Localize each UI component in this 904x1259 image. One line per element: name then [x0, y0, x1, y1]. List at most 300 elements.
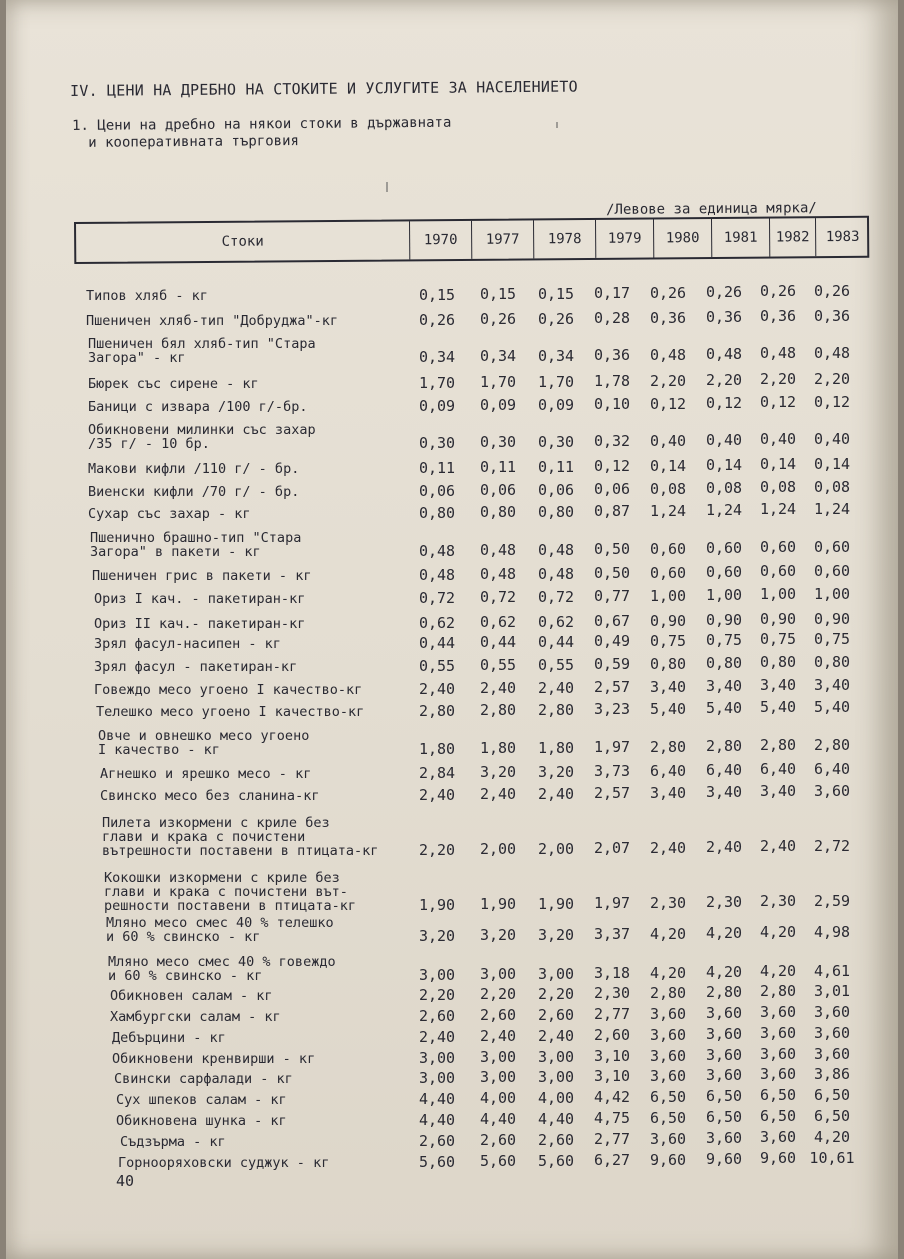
row-label: и 60 % свинско - кг	[108, 968, 263, 984]
price-cell: 0,36	[759, 307, 797, 326]
price-cell: 0,55	[537, 655, 575, 674]
row-label: Мляно месо смес 40 % телешко	[106, 915, 334, 931]
header-year: 1982	[769, 218, 815, 256]
price-cell: 4,00	[537, 1088, 575, 1107]
price-cell: 9,60	[705, 1150, 743, 1168]
price-cell: 0,60	[813, 537, 851, 556]
price-cell: 3,60	[705, 1025, 743, 1043]
price-cell: 1,78	[593, 372, 631, 391]
price-cell: 3,60	[705, 1129, 743, 1147]
price-cell: 0,44	[418, 634, 456, 652]
price-cell: 3,20	[418, 927, 456, 945]
price-cell: 5,60	[479, 1152, 517, 1171]
row-label: Свинско месо без сланина-кг	[100, 788, 320, 804]
price-cell: 2,20	[813, 369, 851, 388]
price-cell: 0,09	[418, 397, 456, 415]
price-cell: 0,75	[813, 629, 851, 648]
price-cell: 0,36	[705, 308, 743, 326]
price-cell: 3,60	[813, 1002, 851, 1021]
price-cell: 3,20	[479, 926, 517, 945]
price-cell: 0,80	[418, 504, 456, 522]
price-cell: 3,40	[649, 783, 687, 802]
price-cell: 3,60	[813, 1044, 851, 1063]
price-cell: 1,70	[479, 373, 517, 392]
price-cell: 2,60	[593, 1026, 631, 1045]
price-cell: 1,00	[649, 586, 687, 605]
row-label: Дебърцини - кг	[112, 1030, 226, 1046]
price-cell: 0,60	[705, 539, 743, 557]
price-cell: 1,70	[418, 374, 456, 392]
price-cell: 4,00	[479, 1089, 517, 1108]
price-cell: 10,61	[809, 1148, 855, 1167]
price-cell: 0,06	[479, 481, 517, 500]
price-cell: 9,60	[649, 1150, 687, 1169]
row-label: I качество - кг	[98, 742, 220, 758]
price-cell: 0,55	[479, 656, 517, 675]
row-label: Обикновена шунка - кг	[116, 1113, 287, 1129]
price-cell: 2,60	[479, 1131, 517, 1150]
row-label: Свински сарфалади - кг	[114, 1071, 293, 1087]
row-label: Кокошки изкормени с криле без	[104, 870, 340, 886]
price-cell: 1,24	[649, 501, 687, 520]
price-cell: 1,90	[537, 894, 575, 913]
price-cell: 2,07	[593, 839, 631, 858]
price-cell: 6,50	[705, 1087, 743, 1105]
header-year: 1983	[815, 218, 869, 256]
price-cell: 0,08	[705, 479, 743, 497]
price-cell: 0,36	[813, 306, 851, 325]
price-cell: 0,36	[649, 308, 687, 327]
row-label: Телешко месо угоено I качество-кг	[96, 704, 365, 720]
price-cell: 0,09	[537, 395, 575, 414]
price-cell: 3,40	[813, 675, 851, 694]
price-cell: 4,20	[649, 963, 687, 982]
price-cell: 2,40	[759, 837, 797, 856]
price-cell: 6,40	[759, 760, 797, 779]
price-cell: 3,40	[705, 677, 743, 695]
price-cell: 2,30	[705, 893, 743, 911]
price-cell: 2,60	[479, 1006, 517, 1025]
price-cell: 0,17	[593, 284, 631, 303]
price-cell: 0,48	[418, 566, 456, 584]
price-cell: 2,80	[705, 983, 743, 1001]
price-cell: 6,50	[813, 1106, 851, 1125]
price-cell: 2,80	[759, 982, 797, 1001]
row-label: Бюрек със сирене - кг	[88, 376, 259, 392]
header-label-goods: Стоки	[221, 233, 264, 250]
price-cell: 0,14	[813, 454, 851, 473]
price-cell: 6,50	[813, 1085, 851, 1104]
row-label: вътрешности поставени в птицата-кг	[102, 843, 379, 859]
price-cell: 0,06	[593, 480, 631, 499]
price-cell: 3,23	[593, 700, 631, 719]
price-cell: 0,08	[649, 479, 687, 498]
price-cell: 2,20	[537, 984, 575, 1003]
row-label: Горнооряховски суджук - кг	[118, 1155, 330, 1171]
price-cell: 3,60	[705, 1066, 743, 1084]
row-label: и 60 % свинско - кг	[106, 929, 261, 945]
row-label: Пилета изкормени с криле без	[102, 815, 330, 831]
header-year: 1977	[471, 220, 533, 258]
row-label: Обикновени кренвирши - кг	[112, 1051, 316, 1067]
price-cell: 6,40	[705, 761, 743, 779]
price-cell: 2,57	[593, 678, 631, 697]
price-cell: 2,20	[418, 841, 456, 859]
price-cell: 0,12	[649, 394, 687, 413]
price-cell: 0,40	[705, 431, 743, 449]
price-cell: 3,40	[705, 783, 743, 801]
row-label: Типов хляб - кг	[86, 288, 208, 304]
price-cell: 0,48	[479, 541, 517, 560]
price-cell: 3,00	[418, 1049, 456, 1067]
price-cell: 0,72	[479, 588, 517, 607]
price-cell: 0,80	[759, 653, 797, 672]
price-cell: 3,20	[537, 762, 575, 781]
price-cell: 0,40	[813, 429, 851, 448]
row-label: Пшеничен хляб-тип "Добруджа"-кг	[86, 313, 338, 329]
price-cell: 2,40	[418, 1028, 456, 1046]
price-cell: 3,60	[759, 1065, 797, 1084]
price-cell: 3,00	[479, 1048, 517, 1067]
price-cell: 3,40	[759, 782, 797, 801]
price-cell: 0,80	[537, 502, 575, 521]
price-cell: 2,40	[479, 1027, 517, 1046]
price-cell: 0,14	[705, 456, 743, 474]
price-cell: 4,20	[705, 963, 743, 981]
price-cell: 3,00	[479, 1068, 517, 1087]
row-label: Обикновени милинки със захар	[88, 422, 316, 438]
price-cell: 2,40	[418, 680, 456, 698]
price-cell: 0,10	[593, 395, 631, 414]
price-cell: 5,40	[813, 697, 851, 716]
price-cell: 3,40	[649, 677, 687, 696]
row-label: Мляно месо смес 40 % говеждо	[108, 954, 336, 970]
price-cell: 0,62	[537, 612, 575, 631]
price-cell: 3,18	[593, 964, 631, 983]
price-cell: 2,40	[479, 679, 517, 698]
price-cell: 2,40	[649, 838, 687, 857]
price-cell: 3,40	[759, 676, 797, 695]
price-cell: 0,44	[479, 633, 517, 652]
price-cell: 5,40	[649, 699, 687, 718]
price-cell: 0,90	[813, 609, 851, 628]
price-cell: 3,37	[593, 925, 631, 944]
row-label: решности поставени в птицата-кг	[104, 898, 356, 914]
row-label: Говеждо месо угоено I качество-кг	[94, 682, 363, 698]
price-cell: 4,42	[593, 1088, 631, 1107]
price-cell: 3,10	[593, 1047, 631, 1066]
price-cell: 1,97	[593, 894, 631, 913]
price-cell: 0,60	[813, 561, 851, 580]
price-cell: 4,20	[813, 1127, 851, 1146]
price-cell: 4,40	[418, 1111, 456, 1129]
price-cell: 2,80	[537, 700, 575, 719]
row-label: Пшенично брашно-тип "Стара	[90, 530, 302, 546]
price-cell: 2,60	[418, 1132, 456, 1150]
price-cell: 0,49	[593, 632, 631, 651]
price-cell: 3,60	[759, 1024, 797, 1043]
price-cell: 0,48	[813, 343, 851, 362]
price-cell: 4,75	[593, 1109, 631, 1128]
price-cell: 1,90	[418, 896, 456, 914]
header-year: 1979	[595, 219, 653, 257]
price-cell: 3,60	[649, 1066, 687, 1085]
row-label: Обикновен салам - кг	[110, 988, 273, 1004]
price-cell: 2,72	[813, 836, 851, 855]
price-cell: 2,00	[479, 840, 517, 859]
price-cell: 2,20	[649, 371, 687, 390]
price-cell: 0,34	[479, 347, 517, 366]
price-cell: 2,80	[649, 983, 687, 1002]
price-cell: 0,60	[705, 563, 743, 581]
price-cell: 3,20	[479, 763, 517, 782]
price-cell: 0,90	[705, 611, 743, 629]
price-cell: 2,80	[813, 735, 851, 754]
price-cell: 3,60	[813, 1023, 851, 1042]
price-cell: 3,60	[649, 1046, 687, 1065]
price-cell: 0,48	[537, 564, 575, 583]
row-label: Зрял фасул - пакетиран-кг	[94, 659, 298, 675]
price-cell: 6,27	[593, 1151, 631, 1170]
price-cell: 4,40	[479, 1110, 517, 1129]
price-cell: 3,20	[537, 925, 575, 944]
price-cell: 0,34	[418, 348, 456, 366]
price-cell: 0,06	[418, 482, 456, 500]
price-cell: 1,24	[705, 501, 743, 519]
price-cell: 0,80	[649, 654, 687, 673]
row-label: Сухар със захар - кг	[88, 506, 251, 522]
price-cell: 1,00	[813, 584, 851, 603]
price-cell: 0,15	[418, 286, 456, 304]
price-cell: 1,70	[537, 372, 575, 391]
price-cell: 0,72	[418, 589, 456, 607]
price-cell: 0,60	[649, 563, 687, 582]
price-cell: 0,48	[418, 542, 456, 560]
price-cell: 3,60	[649, 1025, 687, 1044]
row-label: Загора" - кг	[88, 350, 186, 366]
price-cell: 3,60	[705, 1046, 743, 1064]
price-cell: 1,97	[593, 738, 631, 757]
price-cell: 3,00	[479, 965, 517, 984]
price-cell: 0,40	[649, 431, 687, 450]
price-cell: 0,75	[705, 631, 743, 649]
price-cell: 2,84	[418, 764, 456, 782]
row-label: Пшеничен бял хляб-тип "Стара	[88, 336, 316, 352]
price-cell: 0,28	[593, 309, 631, 328]
price-cell: 0,11	[479, 458, 517, 477]
price-cell: 0,12	[759, 393, 797, 412]
price-cell: 5,60	[537, 1151, 575, 1170]
price-cell: 0,60	[649, 539, 687, 558]
price-cell: 6,40	[813, 759, 851, 778]
price-cell: 2,77	[593, 1130, 631, 1149]
price-cell: 3,00	[537, 1047, 575, 1066]
price-cell: 0,90	[649, 611, 687, 630]
row-label: Ориз II кач.- пакетиран-кг	[94, 616, 306, 632]
price-cell: 2,77	[593, 1005, 631, 1024]
price-cell: 0,48	[705, 345, 743, 363]
price-cell: 1,00	[705, 586, 743, 604]
price-cell: 0,09	[479, 396, 517, 415]
price-cell: 0,80	[813, 652, 851, 671]
header-year: 1981	[711, 219, 769, 257]
price-cell: 2,20	[418, 986, 456, 1004]
header-year: 1980	[653, 219, 711, 257]
price-cell: 0,87	[593, 502, 631, 521]
price-cell: 0,12	[593, 457, 631, 476]
price-cell: 0,26	[649, 283, 687, 302]
price-cell: 0,75	[759, 630, 797, 649]
price-cell: 3,00	[537, 964, 575, 983]
price-cell: 0,80	[479, 503, 517, 522]
price-cell: 0,14	[759, 455, 797, 474]
price-cell: 2,20	[759, 370, 797, 389]
price-cell: 0,80	[705, 654, 743, 672]
price-cell: 4,40	[418, 1090, 456, 1108]
price-cell: 1,80	[479, 739, 517, 758]
price-cell: 2,40	[479, 785, 517, 804]
row-label: Овче и овнешко месо угоено	[98, 728, 310, 744]
price-cell: 3,10	[593, 1067, 631, 1086]
price-cell: 0,67	[593, 612, 631, 631]
price-cell: 1,80	[537, 738, 575, 757]
price-cell: 2,40	[537, 784, 575, 803]
price-cell: 2,20	[705, 371, 743, 389]
price-cell: 1,80	[418, 740, 456, 758]
unit-note: /Левове за единица мярка/	[606, 200, 817, 218]
price-cell: 5,40	[759, 698, 797, 717]
price-cell: 4,20	[759, 962, 797, 981]
row-label: Загора" в пакети - кг	[90, 544, 261, 560]
price-cell: 3,60	[759, 1045, 797, 1064]
price-cell: 0,48	[479, 565, 517, 584]
row-label: глави и крака с почистени вът-	[104, 884, 348, 900]
price-cell: 2,80	[479, 701, 517, 720]
price-cell: 3,60	[649, 1004, 687, 1023]
price-cell: 0,12	[813, 392, 851, 411]
price-cell: 0,62	[418, 614, 456, 632]
price-cell: 0,60	[759, 562, 797, 581]
page-number: 40	[116, 1172, 135, 1190]
price-cell: 3,73	[593, 762, 631, 781]
price-cell: 1,24	[813, 499, 851, 518]
price-cell: 0,14	[649, 456, 687, 475]
price-cell: 4,20	[649, 924, 687, 943]
price-cell: 3,00	[418, 1069, 456, 1087]
price-cell: 6,50	[705, 1108, 743, 1126]
price-cell: 0,55	[418, 657, 456, 675]
price-cell: 0,15	[537, 284, 575, 303]
row-label: Хамбургски салам - кг	[110, 1009, 281, 1025]
price-cell: 4,20	[759, 923, 797, 942]
row-label: Зрял фасул-насипен - кг	[94, 636, 281, 652]
price-cell: 2,60	[537, 1130, 575, 1149]
price-cell: 0,50	[593, 540, 631, 559]
price-cell: 0,30	[537, 432, 575, 451]
price-cell: 3,60	[813, 781, 851, 800]
price-cell: 5,40	[705, 699, 743, 717]
price-cell: 3,00	[537, 1067, 575, 1086]
price-cell: 3,60	[649, 1129, 687, 1148]
header-year: 1978	[533, 220, 595, 258]
price-cell: 3,00	[418, 966, 456, 984]
price-cell: 0,77	[593, 587, 631, 606]
price-cell: 0,30	[418, 434, 456, 452]
price-cell: 0,48	[537, 540, 575, 559]
price-cell: 6,50	[759, 1107, 797, 1126]
price-cell: 2,59	[813, 891, 851, 910]
price-cell: 0,32	[593, 432, 631, 451]
price-cell: 0,12	[705, 394, 743, 412]
price-cell: 3,01	[813, 981, 851, 1000]
price-table-body	[6, 0, 898, 1259]
row-label: Ориз I кач. - пакетиран-кг	[94, 591, 306, 607]
subtitle-line-1: 1. Цени на дребно на някои стоки в държавната	[72, 114, 452, 134]
price-cell: 0,44	[537, 632, 575, 651]
header-year: 1970	[409, 221, 471, 259]
price-cell: 1,24	[759, 500, 797, 519]
price-cell: 1,00	[759, 585, 797, 604]
row-label: Виенски кифли /70 г/ - бр.	[88, 484, 300, 500]
price-cell: 2,80	[418, 702, 456, 720]
row-label: глави и крака с почистени	[102, 829, 306, 845]
row-label: Баници с извара /100 г/-бр.	[88, 399, 308, 415]
price-cell: 0,26	[705, 283, 743, 301]
price-cell: 2,80	[759, 736, 797, 755]
price-cell: 2,80	[705, 737, 743, 755]
row-label: Съдзърма - кг	[120, 1134, 226, 1150]
row-label: Агнешко и ярешко месо - кг	[100, 766, 312, 782]
row-label: Макови кифли /110 г/ - бр.	[88, 461, 300, 477]
price-cell: 2,40	[705, 838, 743, 856]
price-cell: 0,48	[759, 344, 797, 363]
document-page	[6, 0, 898, 1259]
price-cell: 0,26	[537, 309, 575, 328]
price-cell: 0,59	[593, 655, 631, 674]
price-cell: 0,11	[418, 459, 456, 477]
price-cell: 3,86	[813, 1064, 851, 1083]
price-cell: 6,50	[649, 1087, 687, 1106]
price-cell: 6,50	[649, 1108, 687, 1127]
price-cell: 6,40	[649, 761, 687, 780]
price-cell: 0,60	[759, 538, 797, 557]
price-cell: 0,72	[537, 587, 575, 606]
price-cell: 0,26	[418, 311, 456, 329]
price-cell: 3,60	[759, 1128, 797, 1147]
price-cell: 0,26	[479, 310, 517, 329]
price-cell: 0,90	[759, 610, 797, 629]
price-cell: 0,08	[813, 477, 851, 496]
price-cell: 2,57	[593, 784, 631, 803]
price-cell: 9,60	[759, 1149, 797, 1168]
row-label: /35 г/ - 10 бр.	[88, 436, 210, 452]
price-cell: 2,80	[649, 737, 687, 756]
row-label: Пшеничен грис в пакети - кг	[92, 568, 312, 584]
price-cell: 2,30	[759, 892, 797, 911]
price-cell: 0,08	[759, 478, 797, 497]
price-cell: 0,50	[593, 564, 631, 583]
price-cell: 2,60	[418, 1007, 456, 1025]
price-cell: 0,62	[479, 613, 517, 632]
price-cell: 0,30	[479, 433, 517, 452]
price-cell: 4,40	[537, 1109, 575, 1128]
price-cell: 0,40	[759, 430, 797, 449]
price-cell: 4,20	[705, 924, 743, 942]
price-cell: 2,60	[537, 1005, 575, 1024]
price-cell: 1,90	[479, 895, 517, 914]
price-cell: 2,40	[537, 678, 575, 697]
price-cell: 2,20	[479, 985, 517, 1004]
